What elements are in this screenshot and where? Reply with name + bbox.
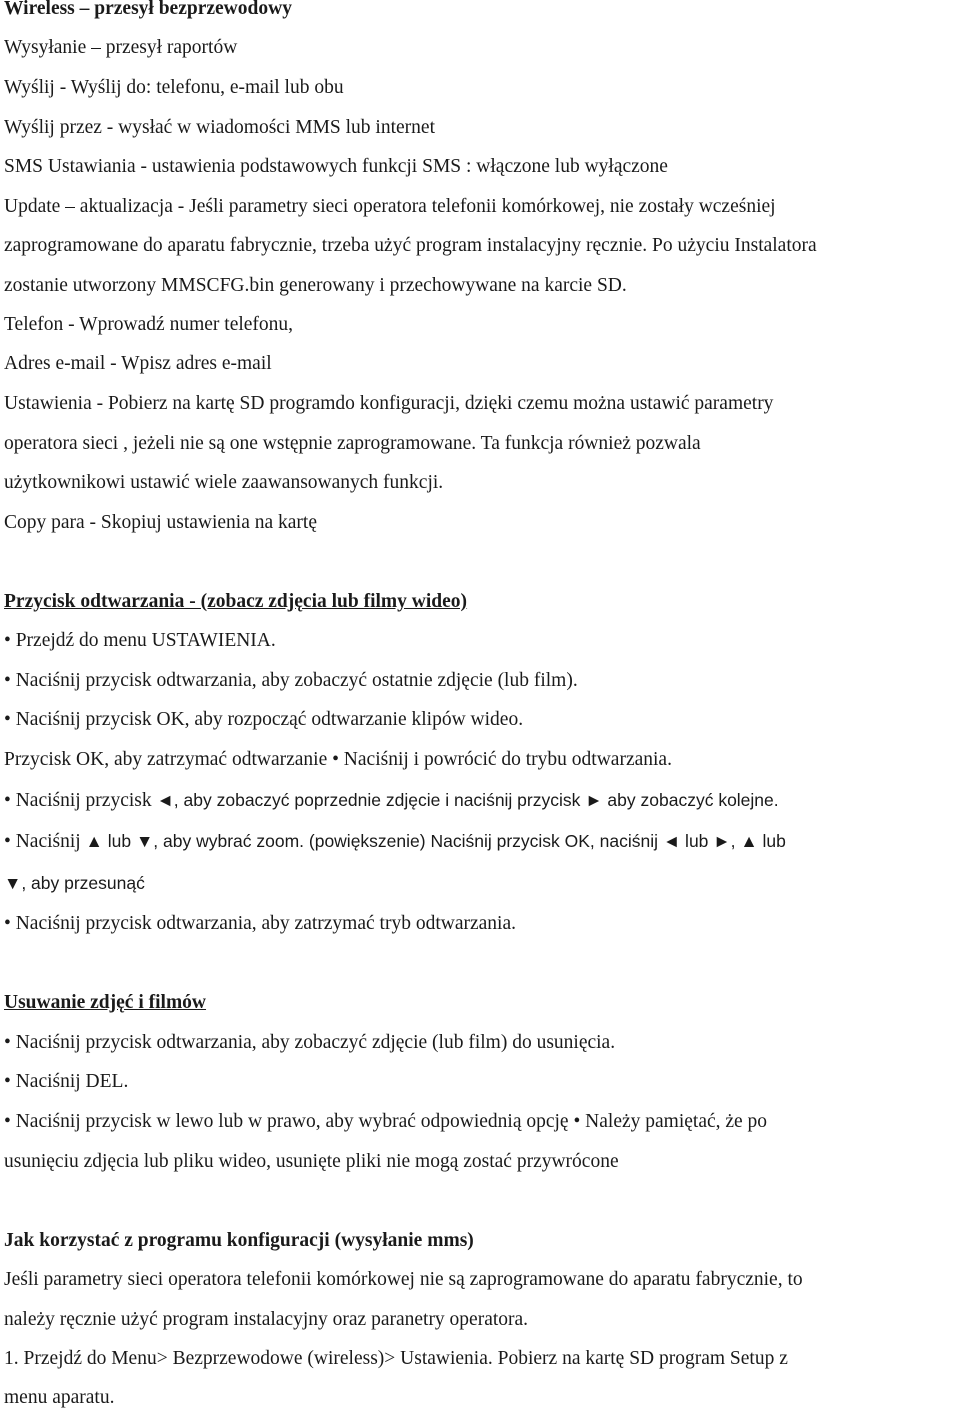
playback-line: • Przejdź do menu USTAWIENIA. — [4, 630, 276, 651]
playback-arrows-rest: ◄, aby zobaczyć poprzednie zdjęcie i naciśnij przycisk ► aby zobaczyć kolejne. — [151, 790, 779, 810]
wireless-line: użytkownikowi ustawić wiele zaawansowanych funkcji. — [4, 472, 444, 493]
config-line: menu aparatu. — [4, 1387, 115, 1408]
config-line: Jeśli parametry sieci operatora telefonii komórkowej nie są zaprogramowane do aparatu fabrycznie, to — [4, 1269, 803, 1290]
wireless-line: operatora sieci , jeżeli nie są one wstępnie zaprogramowane. Ta funkcja również pozwala — [4, 433, 701, 454]
delete-heading: Usuwanie zdjęć i filmów — [4, 992, 207, 1013]
config-line: 1. Przejdź do Menu> Bezprzewodowe (wireless)> Ustawienia. Pobierz na kartę SD program Setup z — [4, 1348, 788, 1369]
wireless-line: Wyślij przez - wysłać w wiadomości MMS lub internet — [4, 117, 435, 138]
wireless-line: zostanie utworzony MMSCFG.bin generowany i przechowywane na karcie SD. — [4, 275, 627, 296]
wireless-line: zaprogramowane do aparatu fabrycznie, trzeba użyć program instalacyjny ręcznie. Po użyciu Instalatora — [4, 235, 817, 256]
config-heading: Jak korzystać z programu konfiguracji (wysyłanie mms) — [4, 1230, 474, 1251]
config-line: należy ręcznie użyć program instalacyjny oraz paranetry operatora. — [4, 1309, 529, 1330]
wireless-line: SMS Ustawiania - ustawienia podstawowych funkcji SMS : włączone lub wyłączone — [4, 156, 668, 177]
playback-zoom-prefix: • Naciśnij — [4, 831, 81, 852]
playback-zoom-line — [4, 829, 786, 854]
wireless-line: Ustawienia - Pobierz na kartę SD programdo konfiguracji, dzięki czemu można ustawić parametry — [4, 393, 774, 414]
playback-zoom-rest: ▲ lub ▼, aby wybrać zoom. (powiększenie) Naciśnij przycisk OK, naciśnij ◄ lub ►, ▲ lub — [80, 831, 786, 851]
wireless-line: Update – aktualizacja - Jeśli parametry sieci operatora telefonii komórkowej, nie zostały wcześniej — [4, 196, 776, 217]
delete-line: usunięciu zdjęcia lub pliku wideo, usunięte pliki nie mogą zostać przywrócone — [4, 1151, 619, 1172]
playback-line: Przycisk OK, aby zatrzymać odtwarzanie • Naciśnij i powrócić do trybu odtwarzania. — [4, 749, 672, 770]
playback-zoom-continuation: ▼, aby przesunąć — [4, 873, 145, 893]
wireless-line: Wysyłanie – przesył raportów — [4, 37, 238, 58]
playback-line: • Naciśnij przycisk odtwarzania, aby zobaczyć ostatnie zdjęcie (lub film). — [4, 670, 578, 691]
delete-line: • Naciśnij przycisk odtwarzania, aby zobaczyć zdjęcie (lub film) do usunięcia. — [4, 1032, 616, 1053]
playback-arrows-line — [4, 788, 779, 813]
delete-line: • Naciśnij przycisk w lewo lub w prawo, aby wybrać odpowiednią opcję • Należy pamiętać, że po — [4, 1111, 768, 1132]
wireless-heading: Wireless – przesył bezprzewodowy — [4, 0, 292, 19]
playback-line: • Naciśnij przycisk odtwarzania, aby zatrzymać tryb odtwarzania. — [4, 913, 516, 934]
wireless-line: Telefon - Wprowadź numer telefonu, — [4, 314, 294, 335]
playback-heading: Przycisk odtwarzania - (zobacz zdjęcia lub filmy wideo) — [4, 591, 468, 612]
wireless-line: Adres e-mail - Wpisz adres e-mail — [4, 353, 272, 374]
playback-line: • Naciśnij przycisk OK, aby rozpocząć odtwarzanie klipów wideo. — [4, 709, 524, 730]
playback-arrows-prefix: • Naciśnij przycisk — [4, 790, 152, 811]
wireless-line: Copy para - Skopiuj ustawienia na kartę — [4, 512, 317, 533]
wireless-line: Wyślij - Wyślij do: telefonu, e-mail lub obu — [4, 77, 344, 98]
delete-line: • Naciśnij DEL. — [4, 1071, 129, 1092]
